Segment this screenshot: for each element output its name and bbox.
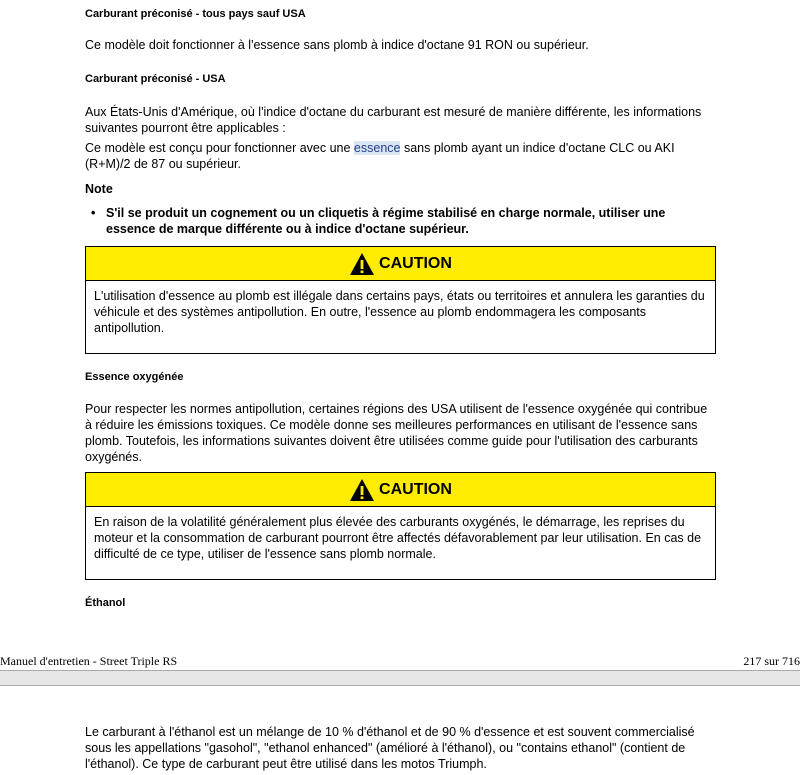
footer-page-number: 217 sur 716 [743, 654, 800, 668]
caution-header [86, 247, 715, 281]
note-bullet [85, 205, 715, 237]
caution-text: L'utilisation d'essence au plomb est illégale dans certains pays, états ou territoires et annulera les garanties du véhicule et des systèmes antipollution. En outre, l'essence au plomb endommagera les composants antipollution. [94, 289, 705, 335]
caution-box-1 [85, 246, 716, 354]
note-label: Note [85, 182, 113, 196]
heading-ethanol: Éthanol [85, 597, 126, 609]
caution-title: CAUTION [379, 254, 452, 272]
page-separator [0, 670, 800, 686]
highlighted-word: essence [353, 141, 401, 155]
caution-header [86, 473, 715, 507]
warning-triangle-icon [349, 252, 375, 276]
bullet-icon: • [91, 206, 96, 220]
paragraph-oxygenated: Pour respecter les normes antipollution, certaines régions des USA utilisent de l'essence oxygénée qui contribue à réduire les émissions toxiques. Ce modèle donne ses meilleures performances en utilisant de l'essence sans plomb. Toutefois, les informations suivantes doivent être utilisées comme guide pour l'utilisation des carburants oxygénés. [85, 402, 708, 464]
paragraph-ethanol: Le carburant à l'éthanol est un mélange de 10 % d'éthanol et de 90 % d'essence et est souvent commercialisé sous les appellations "gasohol", "ethanol enhanced" (amélioré à l'éthanol), ou "contains ethanol" (contient de l'éthanol). Ce type de carburant peut être utilisé dans les motos Triumph. [85, 725, 695, 771]
paragraph-fuel-usa-2: Ce modèle est conçu pour fonctionner avec une essence sans plomb ayant un indice d'octane CLC ou AKI (R+M)/2 de 87 ou supérieur. [85, 141, 675, 171]
caution-box-2 [85, 472, 716, 580]
warning-triangle-icon [349, 478, 375, 502]
page-footer [0, 654, 800, 668]
caution-title: CAUTION [379, 480, 452, 498]
heading-fuel-usa: Carburant préconisé - USA [85, 73, 226, 85]
note-bullet-text: S'il se produit un cognement ou un cliquetis à régime stabilisé en charge normale, utiliser une essence de marque différente ou à indice d'octane supérieur. [106, 206, 666, 236]
paragraph-fuel-all: Ce modèle doit fonctionner à l'essence sans plomb à indice d'octane 91 RON ou supérieur. [85, 38, 589, 52]
heading-oxygenated: Essence oxygénée [85, 371, 184, 383]
caution-text: En raison de la volatilité généralement plus élevée des carburants oxygénés, le démarrage, les reprises du moteur et la consommation de carburant pourront être affectés défavorablement par leur utilisation. En cas de difficulté de ce type, utiliser de l'essence sans plomb normale. [94, 515, 702, 561]
footer-manual-title: Manuel d'entretien - Street Triple RS [0, 654, 178, 668]
heading-fuel-all: Carburant préconisé - tous pays sauf USA [85, 8, 306, 20]
paragraph-fuel-usa-1: Aux États-Unis d'Amérique, où l'indice d'octane du carburant est mesuré de manière différente, les informations suivantes pourront être applicables : [85, 105, 702, 135]
